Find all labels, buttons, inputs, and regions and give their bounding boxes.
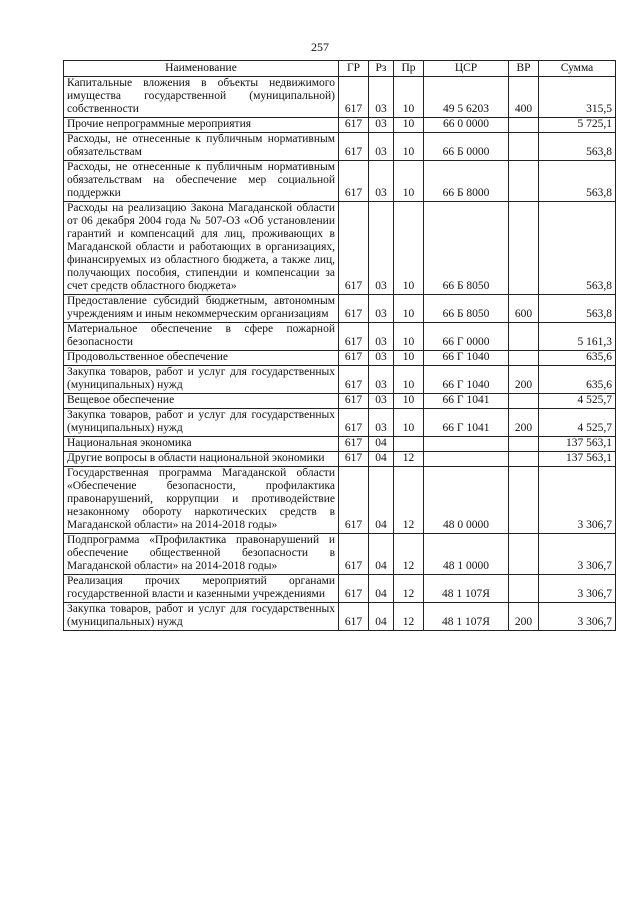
cell-sum: 137 563,1 xyxy=(539,437,616,452)
cell-gr: 617 xyxy=(339,603,369,631)
cell-vr: 200 xyxy=(509,603,539,631)
cell-vr: 200 xyxy=(509,409,539,437)
cell-pr: 12 xyxy=(394,452,424,467)
cell-rz: 03 xyxy=(369,394,394,409)
table-row xyxy=(64,366,616,394)
cell-gr: 617 xyxy=(339,295,369,323)
cell-name: Предоставление субсидий бюджетным, автономным учреждениям и иным некоммерческим организациям xyxy=(64,295,339,323)
cell-sum: 635,6 xyxy=(539,366,616,394)
cell-rz: 03 xyxy=(369,409,394,437)
cell-csr xyxy=(424,452,509,467)
cell-pr: 10 xyxy=(394,77,424,118)
cell-gr: 617 xyxy=(339,118,369,133)
cell-csr: 66 Г 1040 xyxy=(424,366,509,394)
cell-sum: 3 306,7 xyxy=(539,534,616,575)
cell-rz: 04 xyxy=(369,534,394,575)
cell-pr: 10 xyxy=(394,202,424,295)
cell-sum: 563,8 xyxy=(539,202,616,295)
cell-sum: 563,8 xyxy=(539,133,616,161)
table-row xyxy=(64,161,616,202)
cell-gr: 617 xyxy=(339,366,369,394)
cell-vr xyxy=(509,202,539,295)
header-rz: Рз xyxy=(369,61,394,77)
page-number: 257 xyxy=(311,40,329,54)
cell-vr xyxy=(509,437,539,452)
cell-rz: 03 xyxy=(369,133,394,161)
header-row xyxy=(64,61,616,77)
cell-rz: 03 xyxy=(369,323,394,351)
cell-vr xyxy=(509,323,539,351)
cell-csr: 48 1 107Я xyxy=(424,603,509,631)
cell-sum: 563,8 xyxy=(539,295,616,323)
cell-name: Закупка товаров, работ и услуг для государственных (муниципальных) нужд xyxy=(64,366,339,394)
cell-name: Расходы на реализацию Закона Магаданской области от 06 декабря 2004 года № 507-ОЗ «Об установлении гарантий и компенсаций для лиц, проживающих в Магаданской области и работающих в организациях, финансируемых из областного бюджета, а также лиц, получающих пособия, стипендии и компенсации за счет средств областного бюджета» xyxy=(64,202,339,295)
cell-sum: 635,6 xyxy=(539,351,616,366)
table-body xyxy=(64,77,616,631)
table-row xyxy=(64,409,616,437)
cell-name: Реализация прочих мероприятий органами государственной власти и казенными учреждениями xyxy=(64,575,339,603)
cell-csr: 66 Г 1040 xyxy=(424,351,509,366)
table-row xyxy=(64,437,616,452)
cell-pr: 10 xyxy=(394,161,424,202)
cell-name: Государственная программа Магаданской области «Обеспечение безопасности, профилактика правонарушений, коррупции и противодействие незаконному обороту наркотических средств в Магаданской области» на 2014-2018 годы» xyxy=(64,467,339,534)
cell-vr xyxy=(509,534,539,575)
cell-vr xyxy=(509,118,539,133)
cell-sum: 563,8 xyxy=(539,161,616,202)
table-row xyxy=(64,323,616,351)
table-row xyxy=(64,452,616,467)
cell-sum: 3 306,7 xyxy=(539,603,616,631)
header-vr: ВР xyxy=(509,61,539,77)
header-gr: ГР xyxy=(339,61,369,77)
table-row xyxy=(64,467,616,534)
cell-name: Капитальные вложения в объекты недвижимого имущества государственной (муниципальной) собственности xyxy=(64,77,339,118)
cell-gr: 617 xyxy=(339,323,369,351)
cell-sum: 137 563,1 xyxy=(539,452,616,467)
cell-vr: 400 xyxy=(509,77,539,118)
cell-rz: 04 xyxy=(369,437,394,452)
cell-rz: 03 xyxy=(369,118,394,133)
cell-sum: 3 306,7 xyxy=(539,575,616,603)
cell-vr: 600 xyxy=(509,295,539,323)
cell-sum: 5 161,3 xyxy=(539,323,616,351)
cell-rz: 04 xyxy=(369,452,394,467)
cell-csr: 48 0 0000 xyxy=(424,467,509,534)
cell-gr: 617 xyxy=(339,452,369,467)
cell-gr: 617 xyxy=(339,161,369,202)
cell-name: Расходы, не отнесенные к публичным нормативным обязательствам xyxy=(64,133,339,161)
table-row xyxy=(64,295,616,323)
cell-vr xyxy=(509,452,539,467)
table-row xyxy=(64,575,616,603)
cell-gr: 617 xyxy=(339,575,369,603)
cell-pr: 10 xyxy=(394,351,424,366)
cell-name: Продовольственное обеспечение xyxy=(64,351,339,366)
cell-gr: 617 xyxy=(339,133,369,161)
cell-pr: 10 xyxy=(394,366,424,394)
cell-pr: 12 xyxy=(394,467,424,534)
cell-csr: 48 1 0000 xyxy=(424,534,509,575)
cell-csr: 66 Б 8050 xyxy=(424,202,509,295)
cell-pr: 12 xyxy=(394,575,424,603)
cell-name: Прочие непрограммные мероприятия xyxy=(64,118,339,133)
cell-gr: 617 xyxy=(339,534,369,575)
cell-csr xyxy=(424,437,509,452)
cell-csr: 66 Б 8050 xyxy=(424,295,509,323)
cell-pr: 12 xyxy=(394,603,424,631)
cell-gr: 617 xyxy=(339,351,369,366)
cell-name: Подпрограмма «Профилактика правонарушений и обеспечение общественной безопасности в Магаданской области» на 2014-2018 годы» xyxy=(64,534,339,575)
cell-name: Закупка товаров, работ и услуг для государственных (муниципальных) нужд xyxy=(64,603,339,631)
cell-sum: 4 525,7 xyxy=(539,409,616,437)
cell-vr xyxy=(509,394,539,409)
cell-csr: 66 Г 1041 xyxy=(424,394,509,409)
cell-gr: 617 xyxy=(339,394,369,409)
cell-gr: 617 xyxy=(339,437,369,452)
budget-table xyxy=(63,60,616,631)
cell-rz: 03 xyxy=(369,161,394,202)
cell-vr xyxy=(509,161,539,202)
cell-rz: 03 xyxy=(369,366,394,394)
header-pr: Пр xyxy=(394,61,424,77)
cell-sum: 4 525,7 xyxy=(539,394,616,409)
cell-csr: 66 Б 0000 xyxy=(424,133,509,161)
cell-pr: 12 xyxy=(394,534,424,575)
table-row xyxy=(64,603,616,631)
cell-rz: 04 xyxy=(369,575,394,603)
cell-pr: 10 xyxy=(394,394,424,409)
cell-sum: 315,5 xyxy=(539,77,616,118)
cell-rz: 03 xyxy=(369,295,394,323)
cell-name: Вещевое обеспечение xyxy=(64,394,339,409)
cell-rz: 04 xyxy=(369,467,394,534)
cell-name: Другие вопросы в области национальной экономики xyxy=(64,452,339,467)
cell-pr: 10 xyxy=(394,409,424,437)
table-row xyxy=(64,394,616,409)
cell-pr: 10 xyxy=(394,323,424,351)
cell-pr: 10 xyxy=(394,118,424,133)
cell-csr: 66 Б 8000 xyxy=(424,161,509,202)
table-row xyxy=(64,202,616,295)
cell-rz: 03 xyxy=(369,202,394,295)
table-row xyxy=(64,118,616,133)
cell-gr: 617 xyxy=(339,202,369,295)
cell-vr xyxy=(509,351,539,366)
cell-csr: 49 5 6203 xyxy=(424,77,509,118)
cell-vr xyxy=(509,575,539,603)
cell-name: Национальная экономика xyxy=(64,437,339,452)
cell-gr: 617 xyxy=(339,77,369,118)
header-name: Наименование xyxy=(64,61,339,77)
table-row xyxy=(64,534,616,575)
cell-name: Материальное обеспечение в сфере пожарной безопасности xyxy=(64,323,339,351)
cell-gr: 617 xyxy=(339,467,369,534)
header-sum: Сумма xyxy=(539,61,616,77)
cell-pr: 10 xyxy=(394,295,424,323)
cell-csr: 66 Г 1041 xyxy=(424,409,509,437)
cell-gr: 617 xyxy=(339,409,369,437)
cell-vr xyxy=(509,133,539,161)
cell-vr: 200 xyxy=(509,366,539,394)
table-row xyxy=(64,351,616,366)
cell-csr: 66 Г 0000 xyxy=(424,323,509,351)
cell-rz: 04 xyxy=(369,603,394,631)
cell-pr: 10 xyxy=(394,133,424,161)
cell-csr: 66 0 0000 xyxy=(424,118,509,133)
cell-csr: 48 1 107Я xyxy=(424,575,509,603)
header-csr: ЦСР xyxy=(424,61,509,77)
cell-sum: 5 725,1 xyxy=(539,118,616,133)
cell-pr xyxy=(394,437,424,452)
table-header xyxy=(64,61,616,77)
cell-name: Расходы, не отнесенные к публичным нормативным обязательствам на обеспечение мер социальной поддержки xyxy=(64,161,339,202)
table-row xyxy=(64,77,616,118)
cell-rz: 03 xyxy=(369,351,394,366)
cell-rz: 03 xyxy=(369,77,394,118)
table-row xyxy=(64,133,616,161)
cell-name: Закупка товаров, работ и услуг для государственных (муниципальных) нужд xyxy=(64,409,339,437)
cell-sum: 3 306,7 xyxy=(539,467,616,534)
cell-vr xyxy=(509,467,539,534)
